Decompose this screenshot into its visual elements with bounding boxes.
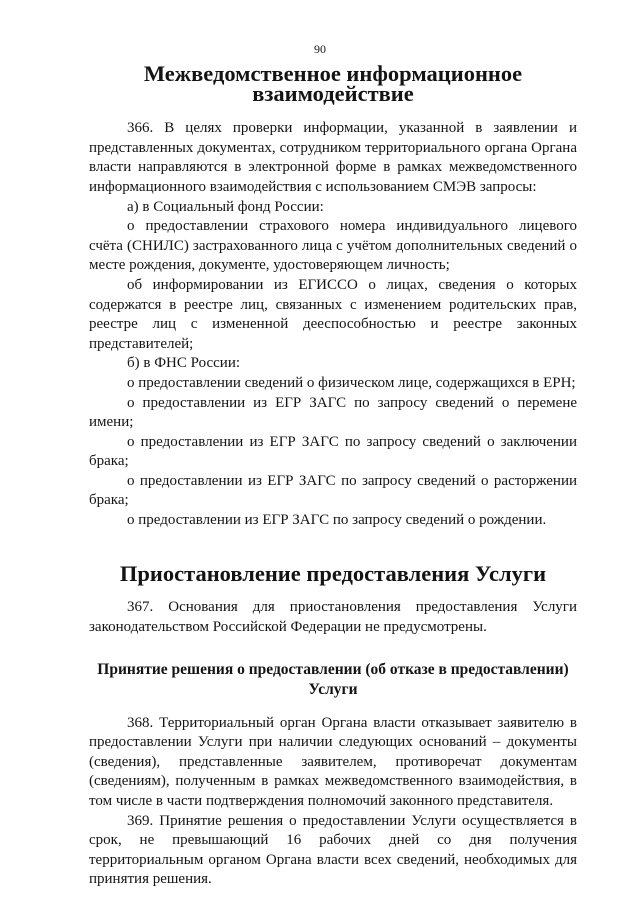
paragraph-367: 367. Основания для приостановления предоставления Услуги законодательством Российской Федерации не предусмотрены. xyxy=(89,599,577,635)
paragraph-368: 368. Территориальный орган Органа власти отказывает заявителю в предоставлении Услуги при наличии следующих оснований – документы (сведения), представленные заявителем, противоречат документам (сведениям), полученным в рамках межведомственного взаимодействия, в том числе в части подтверждения полномочий законного представителя. xyxy=(89,714,577,809)
list-item-ern-request: о предоставлении сведений о физическом лице, содержащихся в ЕРН; xyxy=(127,374,576,391)
document-body xyxy=(89,61,577,890)
section-heading: Принятие решения о предоставлении (об отказе в предоставлении) Услуги xyxy=(97,661,569,699)
list-item-marriage-request: о предоставлении из ЕГР ЗАГС по запросу сведений о заключении брака; xyxy=(89,433,577,470)
list-item-egisso-request: об информировании из ЕГИССО о лицах, сведения о которых содержатся в реестре лиц, связанных с изменением родительских прав, реестре лиц с измененной дееспособностью и реестре законных представителей; xyxy=(89,276,577,352)
section-suspension xyxy=(89,560,577,638)
list-item-name-change-request: о предоставлении из ЕГР ЗАГС по запросу сведений о перемене имени; xyxy=(89,394,577,431)
list-item-divorce-request: о предоставлении из ЕГР ЗАГС по запросу сведений о расторжении брака; xyxy=(89,472,577,509)
list-item-snils-request: о предоставлении страхового номера индивидуального лицевого счёта (СНИЛС) застрахованного лица с учётом дополнительных сведений о месте рождения, документе, удостоверяющем личность; xyxy=(89,218,577,274)
section-interagency-interaction xyxy=(89,61,577,531)
list-item-birth-request: о предоставлении из ЕГР ЗАГС по запросу сведений о рождении. xyxy=(127,512,547,529)
paragraph-366: 366. В целях проверки информации, указанной в заявлении и представленных документах, сотрудником территориального органа Органа власти направляются в электронной форме в рамках межведомственного информационного взаимодействия с использованием СМЭВ запросы: xyxy=(89,120,577,195)
list-item-social-fund: а) в Социальный фонд России: xyxy=(127,198,324,215)
page-number: 90 xyxy=(314,42,326,56)
section-heading: Межведомственное информационное взаимодействие xyxy=(143,61,523,106)
list-item-fns: б) в ФНС России: xyxy=(127,355,241,372)
paragraph-369: 369. Принятие решения о предоставлении Услуги осуществляется в срок, не превышающий 16 рабочих дней со дня получения территориальным органом Органа власти всех сведений, необходимых для принятия решения. xyxy=(89,812,577,888)
section-heading: Приостановление предоставления Услуги xyxy=(119,560,547,586)
section-decision xyxy=(89,660,577,890)
